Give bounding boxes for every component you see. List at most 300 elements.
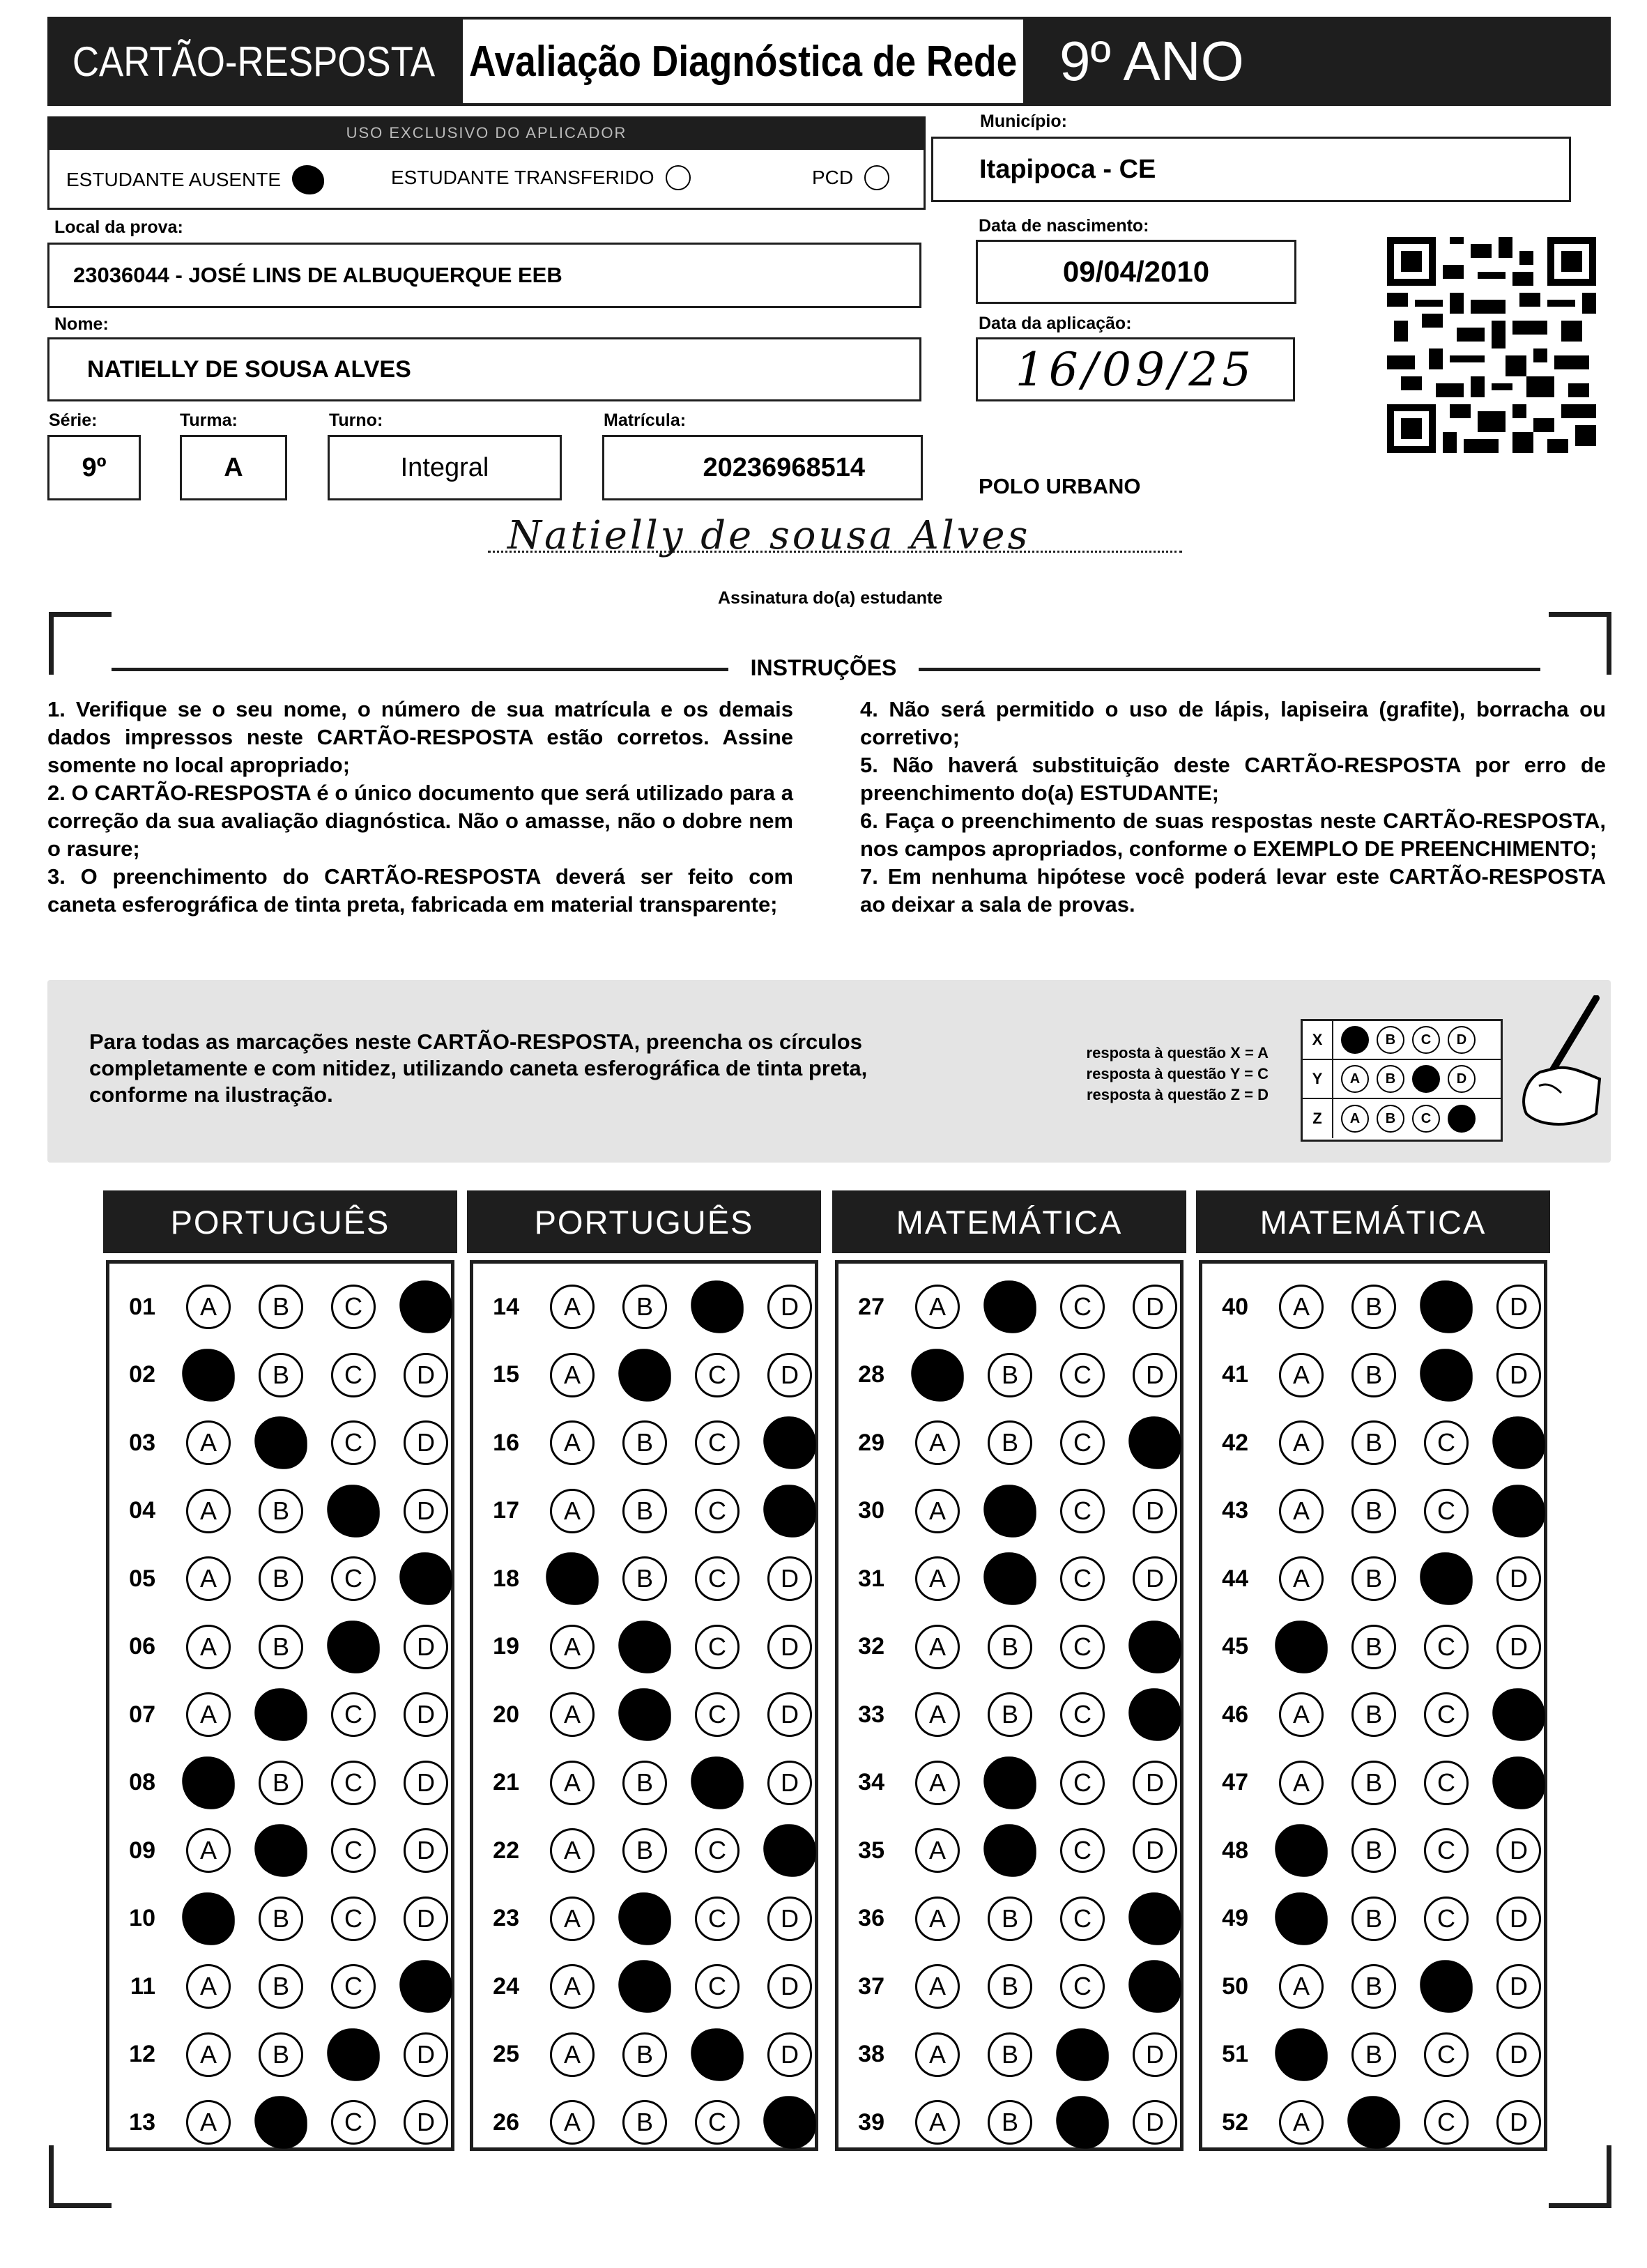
answer-bubble-a[interactable]: A — [186, 1489, 231, 1533]
answer-bubble-a[interactable]: A — [1279, 1761, 1324, 1805]
answer-bubble-c[interactable] — [327, 2028, 380, 2081]
answer-bubble-b[interactable]: B — [259, 1556, 303, 1601]
question-number: 13 — [129, 2108, 155, 2136]
answer-bubble-d[interactable]: D — [1133, 1828, 1177, 1873]
example-bubble-a: A — [1341, 1105, 1369, 1133]
answer-bubble-a[interactable]: A — [186, 2100, 231, 2145]
question-number: 31 — [858, 1565, 884, 1592]
answer-bubble-a[interactable]: A — [550, 1625, 595, 1669]
answer-bubble-a[interactable]: A — [550, 1761, 595, 1805]
answer-bubble-d[interactable]: D — [404, 1625, 448, 1669]
question-number: 52 — [1222, 2108, 1248, 2136]
answer-bubble-c[interactable]: C — [331, 1828, 376, 1873]
answer-bubble-c[interactable]: C — [695, 1692, 740, 1737]
answer-bubble-d[interactable]: D — [1133, 1489, 1177, 1533]
exam-title-text: Avaliação Diagnóstica de Rede — [468, 37, 1018, 86]
answer-bubble-d[interactable]: D — [1496, 1625, 1541, 1669]
answer-bubble-d[interactable]: D — [404, 1489, 448, 1533]
question-row — [109, 1891, 448, 1947]
answer-bubble-b[interactable] — [983, 1824, 1036, 1877]
answer-bubble-a[interactable]: A — [550, 1420, 595, 1465]
answer-bubble-c[interactable] — [1056, 2028, 1109, 2081]
answer-bubble-a[interactable] — [1275, 1620, 1328, 1673]
answer-bubble-b[interactable]: B — [1351, 1625, 1396, 1669]
turno-value: Integral — [400, 452, 489, 482]
question-row — [473, 1415, 812, 1471]
answer-bubble-b[interactable]: B — [1351, 1828, 1396, 1873]
answer-bubble-c[interactable]: C — [695, 1964, 740, 2009]
answer-bubble-c[interactable]: C — [1060, 1489, 1105, 1533]
matricula-value: 20236968514 — [703, 452, 865, 482]
answer-bubble-b[interactable]: B — [259, 1353, 303, 1397]
nome-field[interactable] — [47, 337, 921, 401]
answer-bubble-d[interactable]: D — [404, 1692, 448, 1737]
nascimento-value: 09/04/2010 — [1062, 255, 1210, 288]
answer-bubble-b[interactable]: B — [259, 1285, 303, 1329]
absent-checkbox[interactable] — [292, 165, 324, 194]
answer-bubble-c[interactable]: C — [1424, 1489, 1469, 1533]
answer-bubble-a[interactable]: A — [915, 1625, 960, 1669]
question-row — [109, 1619, 448, 1675]
answer-bubble-a[interactable]: A — [1279, 2100, 1324, 2145]
answer-bubble-c[interactable] — [691, 2028, 744, 2081]
answer-bubble-c[interactable]: C — [695, 1828, 740, 1873]
example-bubble-a — [1341, 1026, 1369, 1054]
answer-bubble-d[interactable] — [763, 1416, 816, 1469]
local-field[interactable] — [47, 243, 921, 308]
answer-bubble-b[interactable] — [254, 1688, 307, 1741]
answer-bubble-a[interactable]: A — [186, 1420, 231, 1465]
answer-bubble-d[interactable] — [1492, 1688, 1545, 1741]
turma-value: A — [224, 452, 243, 482]
answer-bubble-b[interactable]: B — [622, 1489, 667, 1533]
question-number: 14 — [493, 1293, 519, 1320]
turma-field[interactable] — [180, 435, 287, 500]
answer-bubble-c[interactable]: C — [695, 1420, 740, 1465]
answer-bubble-a[interactable]: A — [186, 1964, 231, 2009]
answer-bubble-c[interactable]: C — [331, 1353, 376, 1397]
answer-bubble-d[interactable]: D — [404, 1353, 448, 1397]
question-row — [109, 1279, 448, 1335]
answer-bubble-d[interactable]: D — [1496, 2032, 1541, 2077]
answer-bubble-b[interactable]: B — [259, 1489, 303, 1533]
answer-bubble-b[interactable]: B — [259, 1964, 303, 2009]
example-row — [1303, 1021, 1501, 1060]
corner-mark-bl — [49, 2145, 112, 2208]
question-row — [1202, 1687, 1541, 1742]
answer-bubble-b[interactable]: B — [988, 1420, 1032, 1465]
answer-bubble-c[interactable]: C — [1424, 1761, 1469, 1805]
absent-label: ESTUDANTE AUSENTE — [66, 169, 282, 190]
answer-bubble-c[interactable]: C — [331, 1964, 376, 2009]
answer-bubble-c[interactable]: C — [1060, 1285, 1105, 1329]
answer-bubble-a[interactable] — [182, 1349, 235, 1402]
answer-bubble-c[interactable]: C — [331, 1556, 376, 1601]
aplicacao-field[interactable] — [976, 337, 1295, 401]
answer-bubble-d[interactable]: D — [767, 1897, 812, 1941]
example-bubble-a: A — [1341, 1065, 1369, 1093]
answer-bubble-c[interactable]: C — [331, 1692, 376, 1737]
answer-bubble-d[interactable]: D — [767, 1761, 812, 1805]
answer-bubble-d[interactable] — [1492, 1485, 1545, 1538]
answer-bubble-b[interactable] — [983, 1756, 1036, 1809]
answer-bubble-c[interactable]: C — [331, 1285, 376, 1329]
answer-bubble-a[interactable]: A — [186, 2032, 231, 2077]
answer-bubble-b[interactable] — [254, 2096, 307, 2149]
answer-bubble-a[interactable]: A — [550, 2100, 595, 2145]
answer-bubble-d[interactable]: D — [1133, 2100, 1177, 2145]
question-row — [838, 1959, 1177, 2014]
answer-bubble-d[interactable] — [1128, 1892, 1181, 1945]
answer-bubble-b[interactable] — [618, 1960, 671, 2013]
answer-bubble-a[interactable]: A — [915, 1556, 960, 1601]
answer-bubble-d[interactable]: D — [404, 1897, 448, 1941]
answer-bubble-a[interactable]: A — [915, 1420, 960, 1465]
answer-bubble-b[interactable]: B — [1351, 1761, 1396, 1805]
answer-bubble-d[interactable]: D — [1496, 1556, 1541, 1601]
answer-bubble-d[interactable]: D — [767, 1692, 812, 1737]
pcd-option[interactable] — [812, 165, 889, 190]
answer-bubble-b[interactable]: B — [622, 2032, 667, 2077]
answer-bubble-b[interactable]: B — [988, 1353, 1032, 1397]
answer-bubble-c[interactable]: C — [331, 1897, 376, 1941]
answer-bubble-c[interactable]: C — [1060, 1897, 1105, 1941]
question-row — [1202, 2094, 1541, 2150]
answer-bubble-a[interactable]: A — [915, 1489, 960, 1533]
example-legend-z: resposta à questão Z = D — [1086, 1086, 1269, 1103]
answer-bubble-c[interactable]: C — [1424, 2032, 1469, 2077]
answer-bubble-d[interactable]: D — [767, 2032, 812, 2077]
answer-bubble-a[interactable]: A — [186, 1828, 231, 1873]
answer-bubble-c[interactable]: C — [1060, 1761, 1105, 1805]
answer-bubble-d[interactable] — [399, 1960, 452, 2013]
answer-bubble-a[interactable]: A — [186, 1285, 231, 1329]
answer-bubble-c[interactable]: C — [695, 1353, 740, 1397]
question-box — [106, 1260, 454, 2151]
question-number: 18 — [493, 1565, 519, 1592]
nascimento-field[interactable] — [976, 240, 1296, 304]
question-row — [109, 1415, 448, 1471]
answer-bubble-a[interactable]: A — [915, 1897, 960, 1941]
answer-bubble-d[interactable]: D — [404, 1420, 448, 1465]
question-row — [1202, 1619, 1541, 1675]
question-number: 48 — [1222, 1837, 1248, 1864]
answer-bubble-b[interactable]: B — [622, 1761, 667, 1805]
answer-bubble-a[interactable]: A — [915, 1761, 960, 1805]
corner-mark-br — [1549, 2145, 1611, 2208]
answer-bubble-a[interactable] — [182, 1892, 235, 1945]
answer-bubble-d[interactable] — [399, 1552, 452, 1605]
answer-bubble-d[interactable] — [1128, 1960, 1181, 2013]
answer-bubble-b[interactable]: B — [259, 1897, 303, 1941]
turno-field[interactable] — [328, 435, 562, 500]
question-row — [473, 1347, 812, 1403]
instructions-right — [860, 696, 1606, 919]
instruction-2: 2. O CARTÃO-RESPOSTA é o único documento que será utilizado para a correção da sua avaliação diagnóstica. Não o amasse, não o dobre nem o rasure; — [47, 781, 793, 861]
answer-bubble-c[interactable] — [691, 1756, 744, 1809]
answer-bubble-b[interactable]: B — [1351, 2032, 1396, 2077]
answer-bubble-c[interactable]: C — [1060, 1420, 1105, 1465]
answer-bubble-b[interactable]: B — [1351, 1692, 1396, 1737]
question-number: 51 — [1222, 2041, 1248, 2067]
answer-bubble-d[interactable]: D — [404, 2100, 448, 2145]
answer-bubble-b[interactable] — [618, 1892, 671, 1945]
answer-bubble-a[interactable]: A — [550, 1897, 595, 1941]
question-row — [473, 1551, 812, 1607]
answer-bubble-c[interactable]: C — [695, 1489, 740, 1533]
answer-bubble-a[interactable]: A — [1279, 1285, 1324, 1329]
answer-bubble-a[interactable]: A — [915, 1964, 960, 2009]
question-row — [109, 1959, 448, 2014]
answer-bubble-a[interactable]: A — [550, 1828, 595, 1873]
example-text: Para todas as marcações neste CARTÃO-RESPOSTA, preencha os círculos completamente e com nitidez, utilizando caneta esferográfica de tinta preta, conforme na ilustração. — [89, 1029, 868, 1107]
answer-bubble-d[interactable]: D — [1133, 2032, 1177, 2077]
answer-bubble-a[interactable]: A — [915, 1285, 960, 1329]
example-bubble-c: C — [1412, 1026, 1440, 1054]
answer-bubble-d[interactable]: D — [404, 1828, 448, 1873]
answer-bubble-c[interactable] — [1420, 1552, 1473, 1605]
answer-bubble-c[interactable] — [1420, 1280, 1473, 1333]
answer-bubble-a[interactable]: A — [1279, 1420, 1324, 1465]
pcd-checkbox[interactable] — [864, 165, 889, 190]
question-row — [1202, 1483, 1541, 1539]
answer-bubble-c[interactable]: C — [1424, 1692, 1469, 1737]
answer-bubble-a[interactable] — [182, 1756, 235, 1809]
answer-bubble-b[interactable] — [983, 1552, 1036, 1605]
answer-bubble-c[interactable] — [327, 1620, 380, 1673]
answer-bubble-d[interactable]: D — [767, 1964, 812, 2009]
answer-bubble-a[interactable]: A — [550, 2032, 595, 2077]
instruction-4: 4. Não será permitido o uso de lápis, lapiseira (grafite), borracha ou corretivo; — [860, 697, 1606, 749]
question-row — [1202, 1279, 1541, 1335]
question-row — [1202, 1823, 1541, 1878]
question-number: 49 — [1222, 1905, 1248, 1931]
answer-bubble-a[interactable] — [1275, 1892, 1328, 1945]
answer-bubble-d[interactable] — [399, 1280, 452, 1333]
answer-bubble-c[interactable]: C — [1060, 1625, 1105, 1669]
answer-bubble-c[interactable]: C — [331, 1761, 376, 1805]
answer-bubble-a[interactable]: A — [550, 1353, 595, 1397]
answer-bubble-c[interactable] — [1420, 1349, 1473, 1402]
answer-bubble-d[interactable] — [1128, 1620, 1181, 1673]
answer-bubble-d[interactable]: D — [767, 1285, 812, 1329]
qr-code — [1387, 237, 1596, 453]
answer-bubble-a[interactable]: A — [186, 1556, 231, 1601]
answer-bubble-c[interactable]: C — [695, 1556, 740, 1601]
answer-bubble-b[interactable] — [618, 1620, 671, 1673]
answer-bubble-a[interactable]: A — [550, 1964, 595, 2009]
answer-bubble-a[interactable]: A — [1279, 1489, 1324, 1533]
answer-bubble-a[interactable]: A — [1279, 1353, 1324, 1397]
answer-bubble-a[interactable]: A — [186, 1692, 231, 1737]
answer-bubble-d[interactable] — [1128, 1416, 1181, 1469]
question-number: 44 — [1222, 1565, 1248, 1592]
answer-bubble-d[interactable]: D — [767, 1353, 812, 1397]
turma-label: Turma: — [180, 411, 238, 430]
answer-bubble-a[interactable]: A — [550, 1489, 595, 1533]
answer-bubble-b[interactable]: B — [988, 1692, 1032, 1737]
answer-bubble-a[interactable]: A — [1279, 1964, 1324, 2009]
answer-bubble-b[interactable]: B — [622, 1285, 667, 1329]
answer-bubble-b[interactable]: B — [1351, 1556, 1396, 1601]
answer-bubble-d[interactable]: D — [767, 1625, 812, 1669]
answer-bubble-a[interactable] — [1275, 2028, 1328, 2081]
answer-bubble-b[interactable] — [618, 1688, 671, 1741]
answer-bubble-b[interactable] — [983, 1485, 1036, 1538]
answer-bubble-c[interactable] — [1420, 1960, 1473, 2013]
answer-bubble-a[interactable]: A — [915, 2100, 960, 2145]
answer-bubble-b[interactable]: B — [622, 1420, 667, 1465]
answer-bubble-d[interactable] — [1492, 1756, 1545, 1809]
answer-bubble-c[interactable]: C — [695, 2100, 740, 2145]
answer-bubble-d[interactable]: D — [767, 1556, 812, 1601]
question-number: 41 — [1222, 1361, 1248, 1388]
answer-bubble-b[interactable]: B — [1351, 1489, 1396, 1533]
answer-bubble-c[interactable]: C — [1060, 1692, 1105, 1737]
instruction-1: 1. Verifique se o seu nome, o número de sua matrícula e os demais dados impressos neste CARTÃO-RESPOSTA estão corretos. Assine somente no local apropriado; — [47, 697, 793, 777]
applicator-box — [47, 150, 926, 210]
signature-label: Assinatura do(a) estudante — [718, 588, 943, 608]
answer-bubble-d[interactable]: D — [1496, 1897, 1541, 1941]
example-grid — [1301, 1019, 1503, 1142]
answer-bubble-b[interactable]: B — [1351, 1285, 1396, 1329]
answer-bubble-c[interactable]: C — [695, 1897, 740, 1941]
answer-bubble-b[interactable] — [618, 1349, 671, 1402]
instruction-7: 7. Em nenhuma hipótese você poderá levar este CARTÃO-RESPOSTA ao deixar a sala de provas. — [860, 864, 1606, 917]
answer-bubble-b[interactable]: B — [988, 2032, 1032, 2077]
answer-bubble-b[interactable]: B — [1351, 1420, 1396, 1465]
answer-bubble-a[interactable]: A — [550, 1285, 595, 1329]
municipio-field[interactable] — [931, 137, 1571, 202]
answer-bubble-a[interactable]: A — [186, 1625, 231, 1669]
answer-bubble-c[interactable]: C — [1424, 1897, 1469, 1941]
answer-bubble-c[interactable]: C — [1424, 1625, 1469, 1669]
answer-bubble-b[interactable]: B — [988, 1897, 1032, 1941]
answer-bubble-b[interactable]: B — [622, 1556, 667, 1601]
answer-bubble-c[interactable]: C — [1060, 1556, 1105, 1601]
question-row — [838, 1891, 1177, 1947]
answer-bubble-c[interactable]: C — [331, 1420, 376, 1465]
answer-bubble-d[interactable] — [763, 1485, 816, 1538]
question-number: 16 — [493, 1429, 519, 1456]
answer-bubble-b[interactable] — [254, 1416, 307, 1469]
answer-bubble-b[interactable]: B — [622, 2100, 667, 2145]
answer-bubble-d[interactable] — [1128, 1688, 1181, 1741]
answer-bubble-c[interactable]: C — [1424, 2100, 1469, 2145]
question-number: 35 — [858, 1837, 884, 1864]
answer-bubble-d[interactable]: D — [404, 2032, 448, 2077]
absent-option[interactable] — [66, 165, 324, 194]
answer-bubble-c[interactable] — [1056, 2096, 1109, 2149]
answer-bubble-b[interactable]: B — [1351, 1964, 1396, 2009]
question-number: 11 — [130, 1972, 155, 2000]
answer-bubble-d[interactable]: D — [1496, 1285, 1541, 1329]
answer-bubble-d[interactable]: D — [1496, 1828, 1541, 1873]
answer-bubble-d[interactable]: D — [404, 1761, 448, 1805]
answer-bubble-d[interactable]: D — [1133, 1556, 1177, 1601]
answer-bubble-b[interactable]: B — [1351, 1353, 1396, 1397]
question-number: 05 — [129, 1565, 155, 1592]
example-bubble-b: B — [1377, 1105, 1404, 1133]
answer-bubble-d[interactable]: D — [1496, 1353, 1541, 1397]
answer-bubble-b[interactable]: B — [988, 2100, 1032, 2145]
answer-bubble-d[interactable]: D — [1496, 2100, 1541, 2145]
answer-bubble-b[interactable] — [254, 1824, 307, 1877]
answer-bubble-b[interactable] — [983, 1280, 1036, 1333]
answer-bubble-c[interactable]: C — [1424, 1828, 1469, 1873]
answer-bubble-a[interactable]: A — [1279, 1556, 1324, 1601]
answer-bubble-c[interactable]: C — [695, 1625, 740, 1669]
answer-bubble-c[interactable]: C — [1060, 1964, 1105, 2009]
answer-bubble-a[interactable] — [1275, 1824, 1328, 1877]
question-row — [109, 1687, 448, 1742]
grade-title: 9º ANO — [1059, 30, 1244, 92]
answer-bubble-d[interactable]: D — [1133, 1353, 1177, 1397]
answer-bubble-c[interactable] — [691, 1280, 744, 1333]
card-title: CARTÃO-RESPOSTA — [72, 38, 436, 85]
matricula-field[interactable] — [602, 435, 923, 500]
answer-bubble-a[interactable]: A — [915, 1692, 960, 1737]
question-number: 04 — [129, 1497, 155, 1524]
answer-bubble-c[interactable]: C — [1060, 1828, 1105, 1873]
answer-bubble-b[interactable]: B — [1351, 1897, 1396, 1941]
transferred-checkbox[interactable] — [666, 165, 691, 190]
example-legend — [1032, 1043, 1269, 1105]
instructions-title — [0, 655, 1647, 681]
turno-label: Turno: — [329, 411, 383, 430]
question-row — [838, 1687, 1177, 1742]
answer-bubble-d[interactable]: D — [1133, 1285, 1177, 1329]
serie-field[interactable] — [47, 435, 141, 500]
question-row — [473, 1823, 812, 1878]
answer-bubble-b[interactable]: B — [259, 1625, 303, 1669]
answer-bubble-a[interactable]: A — [550, 1692, 595, 1737]
example-legend-x: resposta à questão X = A — [1086, 1044, 1269, 1062]
answer-bubble-d[interactable] — [763, 1824, 816, 1877]
transferred-option[interactable] — [391, 165, 691, 190]
answer-bubble-d[interactable] — [1492, 1416, 1545, 1469]
municipio-value: Itapipoca - CE — [979, 154, 1156, 184]
question-number: 07 — [129, 1701, 155, 1728]
answer-bubble-b[interactable]: B — [622, 1828, 667, 1873]
answer-bubble-b[interactable]: B — [259, 2032, 303, 2077]
answer-bubble-b[interactable]: B — [988, 1964, 1032, 2009]
answer-bubble-d[interactable] — [763, 2096, 816, 2149]
answer-bubble-a[interactable]: A — [915, 2032, 960, 2077]
answer-bubble-c[interactable]: C — [1424, 1420, 1469, 1465]
answer-bubble-b[interactable] — [1347, 2096, 1400, 2149]
example-row — [1303, 1099, 1501, 1138]
answer-bubble-a[interactable]: A — [915, 1828, 960, 1873]
question-row — [109, 2027, 448, 2083]
answer-bubble-a[interactable] — [911, 1349, 964, 1402]
example-bubble-d: D — [1448, 1065, 1476, 1093]
answer-bubble-a[interactable]: A — [1279, 1692, 1324, 1737]
question-number: 22 — [493, 1837, 519, 1864]
question-row — [109, 1483, 448, 1539]
example-bubble-b: B — [1377, 1026, 1404, 1054]
question-number: 34 — [858, 1769, 884, 1795]
answer-bubble-c[interactable] — [327, 1485, 380, 1538]
answer-bubble-c[interactable]: C — [331, 2100, 376, 2145]
question-number: 42 — [1222, 1429, 1248, 1456]
answer-bubble-b[interactable]: B — [259, 1761, 303, 1805]
answer-bubble-c[interactable]: C — [1060, 1353, 1105, 1397]
answer-bubble-d[interactable]: D — [1133, 1761, 1177, 1805]
answer-bubble-d[interactable]: D — [1496, 1964, 1541, 2009]
answer-bubble-b[interactable]: B — [988, 1625, 1032, 1669]
answer-bubble-a[interactable] — [546, 1552, 599, 1605]
